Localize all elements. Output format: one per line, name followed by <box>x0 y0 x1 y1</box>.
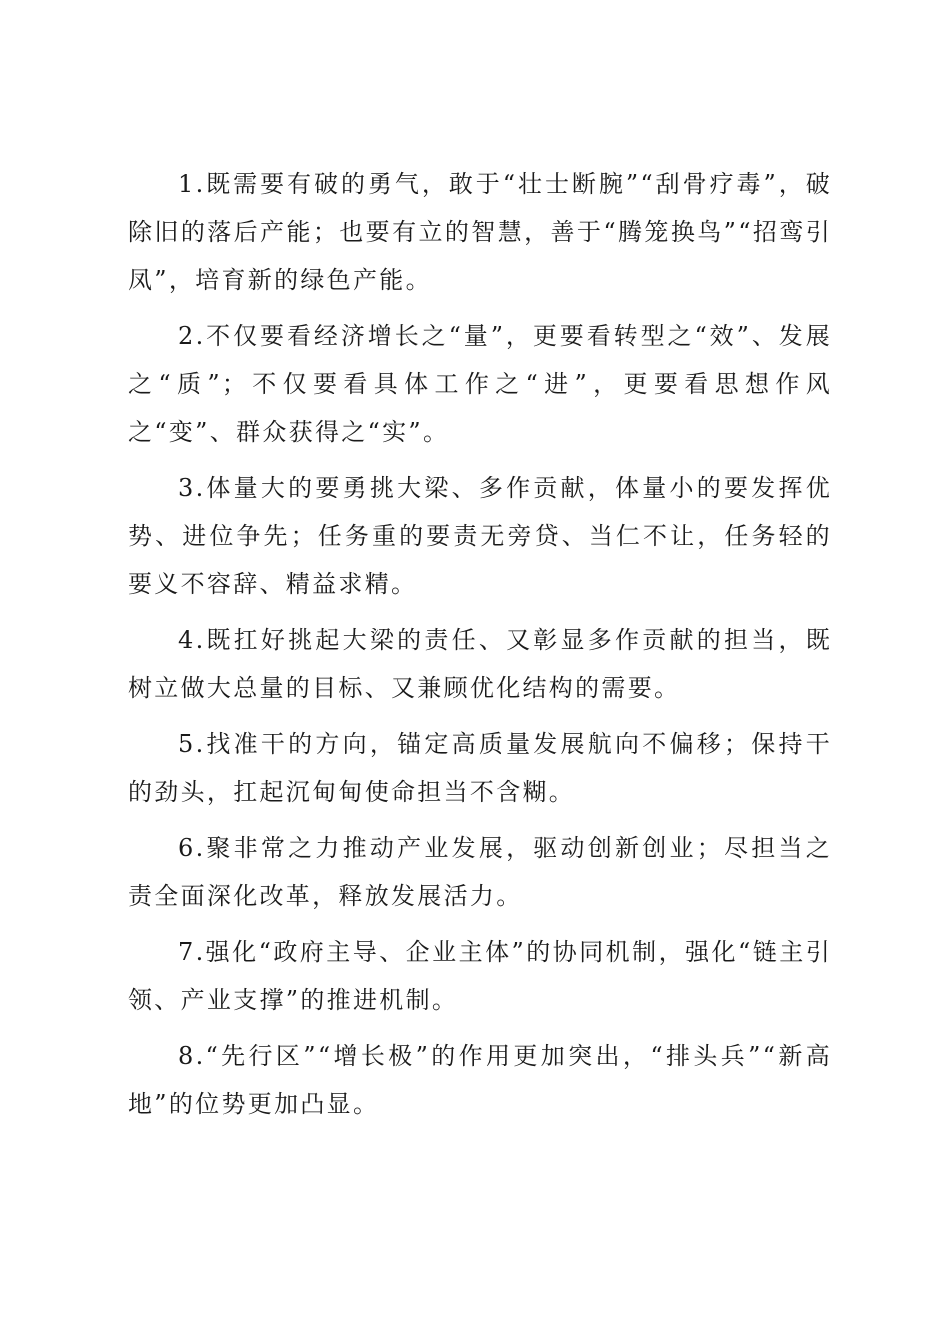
paragraph-7: 7.强化“政府主导、企业主体”的协同机制，强化“链主引领、产业支撑”的推进机制。 <box>128 938 832 1014</box>
paragraph-4: 4.既扛好挑起大梁的责任、又彰显多作贡献的担当，既树立做大总量的目标、又兼顾优化结构的需要。 <box>128 626 832 702</box>
paragraph-5: 5.找准干的方向，锚定高质量发展航向不偏移；保持干的劲头，扛起沉甸甸使命担当不含糊。 <box>128 730 832 806</box>
paragraph-6: 6.聚非常之力推动产业发展，驱动创新创业；尽担当之责全面深化改革，释放发展活力。 <box>128 834 832 910</box>
paragraph-1: 1.既需要有破的勇气，敢于“壮士断腕”“刮骨疗毒”，破除旧的落后产能；也要有立的智慧，善于“腾笼换鸟”“招鸾引凤”，培育新的绿色产能。 <box>128 170 832 294</box>
document-body <box>128 160 832 1136</box>
paragraph-8: 8.“先行区”“增长极”的作用更加突出，“排头兵”“新高地”的位势更加凸显。 <box>128 1042 832 1118</box>
paragraph-2: 2.不仅要看经济增长之“量”，更要看转型之“效”、发展之“质”；不仅要看具体工作之“进”，更要看思想作风之“变”、群众获得之“实”。 <box>128 322 832 446</box>
paragraph-3: 3.体量大的要勇挑大梁、多作贡献，体量小的要发挥优势、进位争先；任务重的要责无旁贷、当仁不让，任务轻的要义不容辞、精益求精。 <box>128 474 832 598</box>
